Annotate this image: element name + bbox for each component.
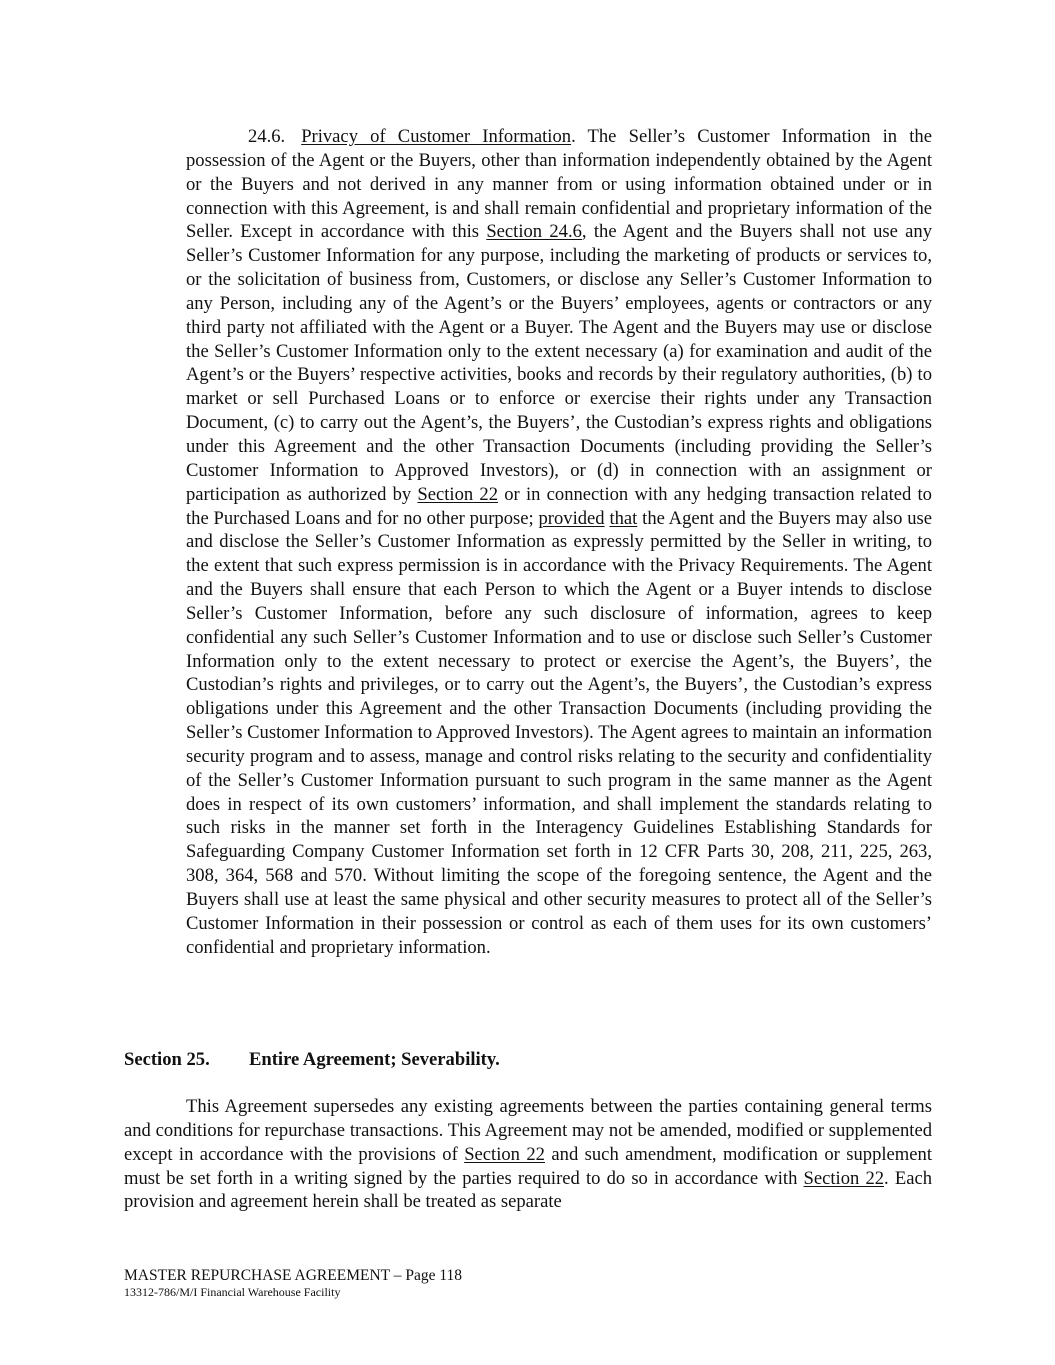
section-24-6-number: 24.6. (248, 126, 286, 147)
paragraph-text: . Each provision and agreement herein shall be treated as separate (124, 1167, 932, 1213)
cross-reference-section-24-6: Section 24.6 (486, 221, 582, 243)
footer-title: MASTER REPURCHASE AGREEMENT – Page 118 (124, 1267, 463, 1284)
cross-reference-section-22: Section 22 (803, 1167, 885, 1189)
paragraph-text: or in connection with any hedging transaction related to the Purchased Loans and for no other purpose; (186, 483, 932, 529)
paragraph-text: and such amendment, modification or supplement must be set forth in a writing signed by the parties required to do so in accordance with (124, 1143, 932, 1189)
cross-reference-section-22: Section 22 (464, 1143, 545, 1165)
page-footer (124, 1267, 462, 1299)
section-25-title: Entire Agreement; Severability. (249, 1049, 500, 1070)
section-24-6-title: Privacy of Customer Information (301, 126, 572, 147)
section-25-paragraph (124, 1095, 932, 1214)
section-24-6-block (186, 125, 932, 960)
paragraph-text: the Agent and the Buyers may also use and disclose the Seller’s Customer Information as expressly permitted by the Seller in writing, to the extent that such express permission is in accordance with the Privacy Requirements. The Agent and the Buyers shall ensure that each Person to which the Agent or a Buyer intends to disclose Seller’s Customer Information, before any such disclosure of information, agrees to keep confidential any such Seller’s Customer Information and to use or disclose such Seller’s Customer Information only to the extent necessary to protect or exercise the Agent’s, the Buyers’, the Custodian’s rights and privileges, or to carry out the Agent’s, the Buyers’, the Custodian’s express obligations under this Agreement and the other Transaction Documents (including providing the Seller’s Customer Information to Approved Investors). The Agent agrees to maintain an information security program and to assess, manage and control risks relating to the security and confidentiality of the Seller’s Customer Information pursuant to such program in the same manner as the Agent does in respect of its own customers’ information, and shall implement the standards relating to such risks in the manner set forth in the Interagency Guidelines Establishing Standards for Safeguarding Company Customer Information set forth in 12 CFR Parts 30, 208, 211, 225, 263, 308, 364, 568 and 570. Without limiting the scope of the foregoing sentence, the Agent and the Buyers shall use at least the same physical and other security measures to protect all of the Seller’s Customer Information in their possession or control as each of them uses for its own customers’ confidential and proprietary information. (186, 507, 933, 958)
section-25-number: Section 25. (124, 1049, 210, 1070)
provided-term: provided (538, 507, 605, 529)
paragraph-text: This Agreement supersedes any existing agreements between the parties containing general terms and conditions for repurchase transactions. This Agreement may not be amended, modified or supplemented except in accordance with the provisions of (124, 1096, 932, 1165)
paragraph-text: , the Agent and the Buyers shall not use any Seller’s Customer Information for any purpose, including the marketing of products or services to, or the solicitation of business from, Customers, or disclose any Seller’s Customer Information to any Person, including any of the Agent’s or the Buyers’ employees, agents or contractors or any third party not affiliated with the Agent or a Buyer. The Agent and the Buyers may use or disclose the Seller’s Customer Information only to the extent necessary (a) for examination and audit of the Agent’s or the Buyers’ respective activities, books and records by their regulatory authorities, (b) to market or sell Purchased Loans or to enforce or exercise their rights under any Transaction Document, (c) to carry out the Agent’s, the Buyers’, the Custodian’s express rights and obligations under this Agreement and the other Transaction Documents (including providing the Seller’s Customer Information to Approved Investors), or (d) in connection with an assignment or participation as authorized by (186, 221, 932, 505)
paragraph-text: . The Seller’s Customer Information in the possession of the Agent or the Buyers, other than information independently obtained by the Agent or the Buyers and not derived in any manner from or using information obtained under or in connection with this Agreement, is and shall remain confidential and proprietary information of the Seller. Except in accordance with this (186, 126, 932, 243)
section-25-heading (124, 1049, 500, 1071)
cross-reference-section-22: Section 22 (417, 483, 499, 505)
section-25-body (124, 1095, 932, 1214)
that-term: that (609, 507, 638, 529)
footer-document-id: 13312-786/M/I Financial Warehouse Facility (124, 1285, 341, 1299)
section-24-6-paragraph (186, 125, 932, 960)
